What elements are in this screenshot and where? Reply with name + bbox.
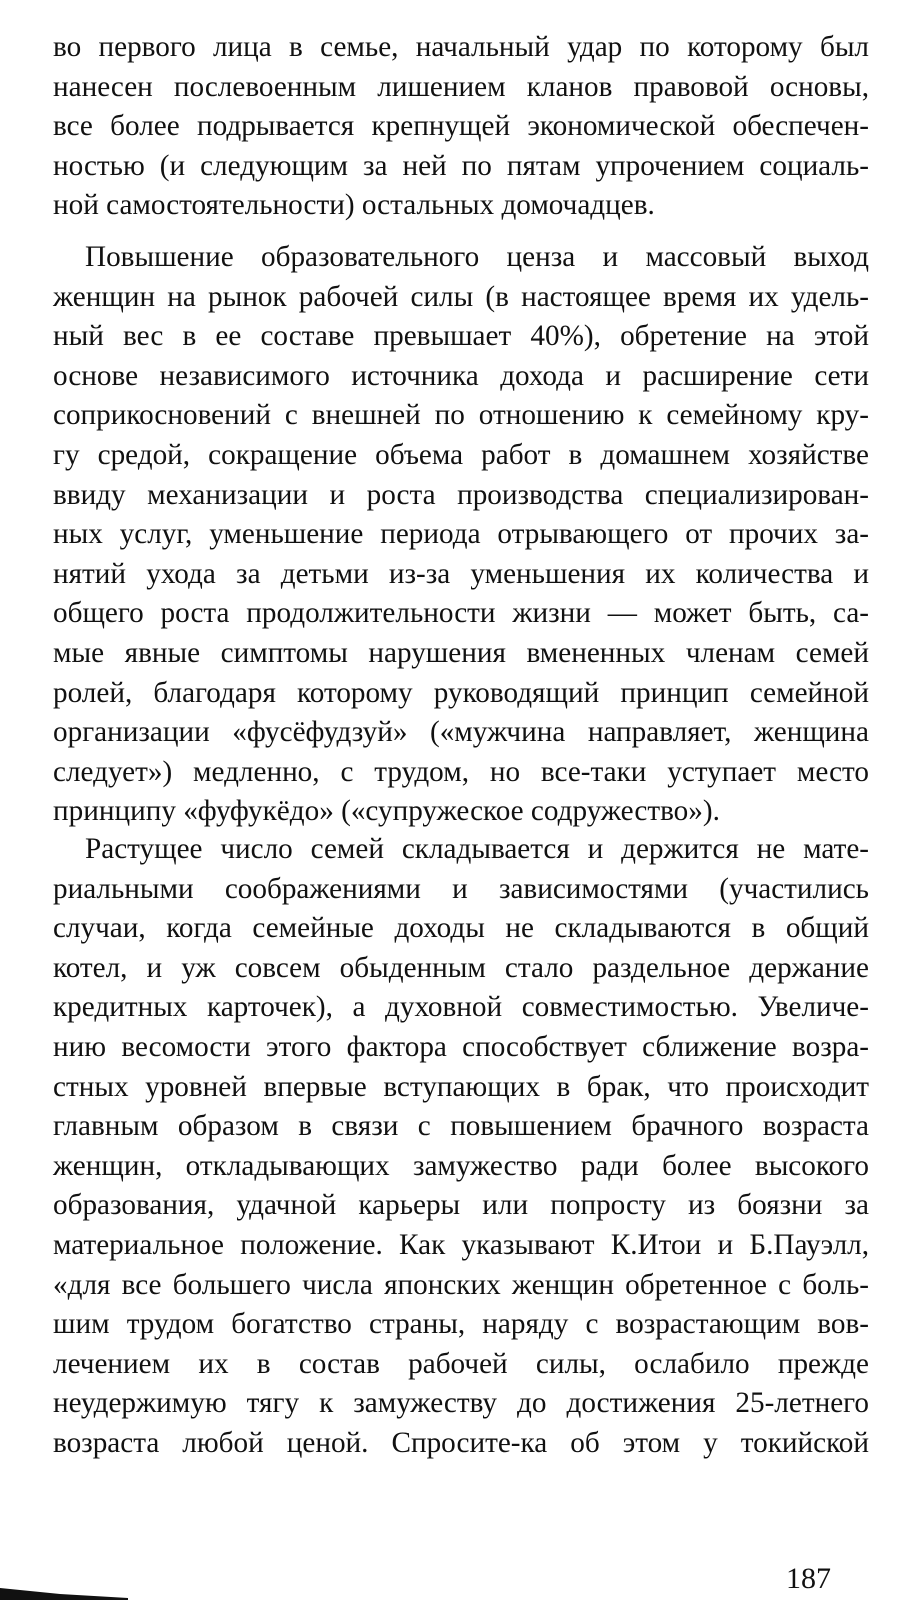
page-number: 187 [786, 1562, 831, 1595]
text-line: гу средой, сокращение объема работ в домашнем хозяйстве [53, 438, 869, 471]
text-line: нанесен послевоенным лишением кланов правовой основы, [53, 70, 869, 103]
text-line: во первого лица в семье, начальный удар по которому был [53, 31, 869, 63]
text-line: риальными соображениями и зависимостями (участились [53, 872, 869, 905]
text-line: основе независимого источника дохода и расширение сети [53, 359, 869, 392]
scan-edge-mark [0, 1584, 130, 1600]
text-line: ролей, благодаря которому руководящий принцип семейной [53, 676, 869, 709]
text-line: котел, и уж совсем обыденным стало раздельное держание [53, 951, 869, 984]
text-line: ной самостоятельности) остальных домочадцев. [53, 189, 655, 222]
text-line: Повышение образовательного ценза и массовый выход [85, 241, 869, 273]
text-line: неудержимую тягу к замужеству до достижения 25-летнего [53, 1387, 869, 1420]
text-line: организации «фусёфудзуй» («мужчина направляет, женщина [53, 716, 869, 749]
text-line: соприкосновений с внешней по отношению к семейному кру- [53, 399, 869, 432]
text-line: все более подрывается крепнущей экономической обеспечен- [53, 110, 869, 143]
text-line: следует») медленно, с трудом, но все-таки уступает место [53, 755, 869, 788]
text-line: ввиду механизации и роста производства специализирован- [53, 478, 869, 511]
text-line: кредитных карточек), а духовной совместимостью. Увеличе- [53, 991, 869, 1024]
text-line: «для все большего числа японских женщин обретенное с боль- [53, 1268, 869, 1301]
text-line: нию весомости этого фактора способствует сближение возра- [53, 1030, 869, 1063]
text-line: принципу «фуфукёдо» («супружеское содружество»). [53, 795, 720, 828]
text-line: материальное положение. Как указывают К.Итои и Б.Пауэлл, [53, 1228, 869, 1261]
text-line: ный вес в ее составе превышает 40%), обретение на этой [53, 320, 869, 353]
text-line: нятий ухода за детьми из-за уменьшения их количества и [53, 557, 869, 590]
text-line: ностью (и следующим за ней по пятам упрочением социаль- [53, 149, 869, 182]
text-line: женщин, откладывающих замужество ради более высокого [53, 1149, 869, 1182]
text-line: мые явные симптомы нарушения вмененных членам семей [53, 636, 869, 669]
text-line: возраста любой ценой. Спросите-ка об этом у токийской [53, 1426, 869, 1459]
paragraph-2 [53, 238, 869, 832]
paragraph-3 [53, 830, 869, 1464]
text-line: Растущее число семей складывается и держится не мате- [85, 833, 869, 865]
text-line: ных услуг, уменьшение периода отрывающего от прочих за- [53, 518, 869, 551]
text-line: шим трудом богатство страны, наряду с возрастающим вов- [53, 1308, 869, 1341]
paragraph-1 [53, 28, 869, 226]
text-line: общего роста продолжительности жизни — может быть, са- [53, 597, 869, 630]
text-line: образования, удачной карьеры или попросту из боязни за [53, 1189, 869, 1222]
text-line: стных уровней впервые вступающих в брак, что происходит [53, 1070, 869, 1103]
text-line: женщин на рынок рабочей силы (в настоящее время их удель- [53, 280, 869, 313]
text-line: лечением их в состав рабочей силы, ослабило прежде [53, 1347, 869, 1380]
text-line: главным образом в связи с повышением брачного возраста [53, 1110, 869, 1143]
text-line: случаи, когда семейные доходы не складываются в общий [53, 912, 869, 945]
